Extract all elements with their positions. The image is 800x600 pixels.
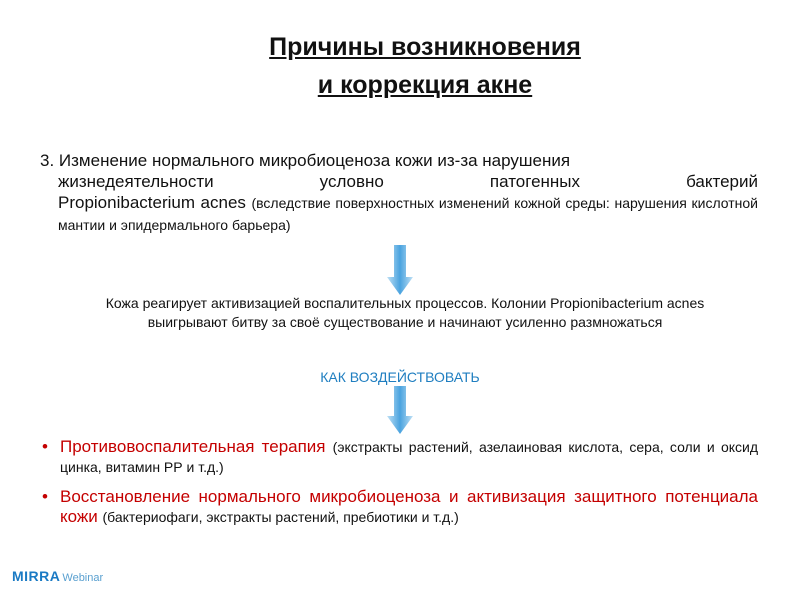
list-item xyxy=(42,437,758,477)
how-to-act-label: КАК ВОЗДЕЙСТВОВАТЬ xyxy=(320,369,480,385)
point-number: 3. xyxy=(40,151,55,170)
title-line-2: и коррекция акне xyxy=(317,71,533,99)
down-arrow-icon xyxy=(387,245,413,295)
bullet-icon: • xyxy=(42,437,48,456)
point-3-line-3 xyxy=(40,192,758,236)
down-arrow-icon xyxy=(387,386,413,434)
treatment-list xyxy=(42,437,758,527)
item-details: (бактериофаги, экстракты растений, пребиотики и т.д.) xyxy=(102,509,459,525)
reaction-text: Кожа реагирует активизацией воспалительных процессов. Колонии Propionibacterium acnes выигрывают битву за своё существование и начинают усиленно размножаться xyxy=(105,295,705,330)
point-3-line-1 xyxy=(40,150,758,171)
point-3 xyxy=(40,150,758,236)
logo-suffix: Webinar xyxy=(62,572,104,584)
point-3-line-2: жизнедеятельности условно патогенных бактерий xyxy=(58,172,758,191)
item-highlight: Восстановление нормального микробиоценоза и активизация защитного потенциала кожи xyxy=(60,487,758,526)
item-details: (экстракты растений, азелаиновая кислота, сера, соли и оксид цинка, витамин РР и т.д.) xyxy=(60,439,759,475)
mirra-logo xyxy=(12,568,103,584)
page-title xyxy=(150,28,700,104)
item-highlight: Противовоспалительная терапия xyxy=(60,437,326,456)
bullet-icon: • xyxy=(42,487,48,506)
logo-brand: MIRRA xyxy=(12,568,61,584)
point-3-text-1: Изменение нормального микробиоценоза кожи из-за нарушения xyxy=(58,151,571,170)
title-line-1: Причины возникновения xyxy=(269,33,581,61)
bacteria-name: Propionibacterium acnes xyxy=(58,193,246,212)
point-3-note: (вследствие поверхностных изменений кожной среды: нарушения кислотной мантии и эпидермального барьера) xyxy=(58,195,758,233)
list-item xyxy=(42,487,758,527)
